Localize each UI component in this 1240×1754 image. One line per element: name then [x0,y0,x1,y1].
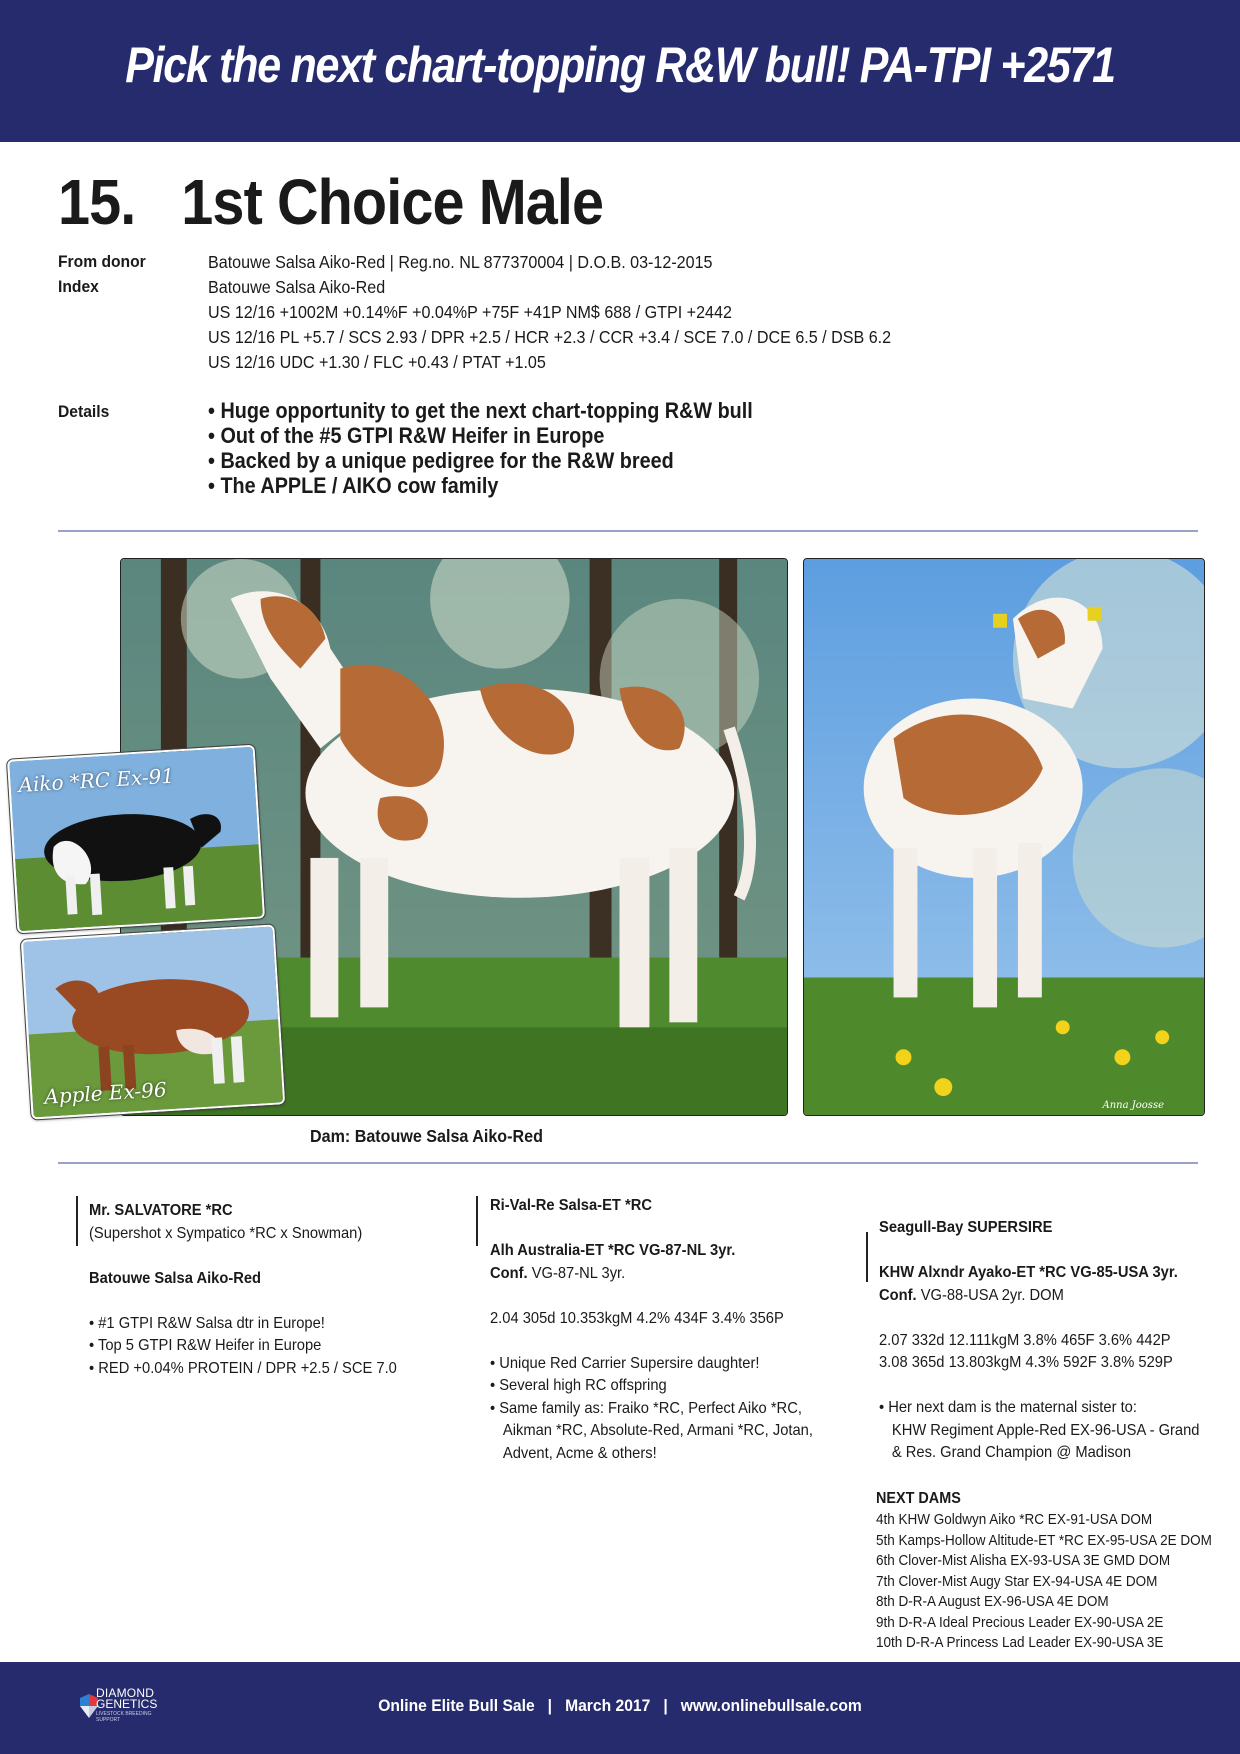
details-item: • Out of the #5 GTPI R&W Heifer in Europe [208,423,753,448]
dam-caption: Dam: Batouwe Salsa Aiko-Red [310,1126,543,1146]
from-donor-value: Batouwe Salsa Aiko-Red | Reg.no. NL 877370004 | D.O.B. 03-12-2015 [208,252,713,272]
logo-line1: DIAMOND [96,1686,155,1700]
from-donor-label: From donor [58,252,146,271]
lot-number: 15. [58,166,136,238]
pedigree-bracket [866,1232,868,1282]
calf-photo [803,558,1205,1116]
details-item: • The APPLE / AIKO cow family [208,473,753,498]
footer-sale-info: Online Elite Bull Sale | March 2017 | www.onlinebullsale.com [378,1696,862,1715]
lot-title [58,165,603,239]
inset-aiko-label: Aiko *RC Ex-91 [17,763,175,798]
granddam-name: Alh Australia-ET *RC VG-87-NL 3yr. [490,1242,736,1259]
conf-value: VG-87-NL 3yr. [531,1264,626,1282]
calf-photo-illustration [804,559,1204,1115]
granddam-production: 2.04 305d 10.353kgM 4.2% 434F 3.4% 356P [490,1309,784,1327]
pedigree-col-granddam [490,1195,813,1465]
next-dams-heading: NEXT DAMS [876,1490,961,1507]
conf-label: Conf. [879,1286,917,1304]
list-item: 4th KHW Goldwyn Aiko *RC EX-91-USA DOM [876,1511,1153,1528]
list-item: • Her next dam is the maternal sister to: [879,1397,1199,1420]
pedigree-bracket [476,1196,478,1246]
list-item: • Several high RC offspring [490,1375,813,1398]
list-item: 8th D-R-A August EX-96-USA 4E DOM [876,1593,1109,1610]
list-item-continuation: Aikman *RC, Absolute-Red, Armani *RC, Jotan, [502,1422,813,1439]
index-line-4: US 12/16 UDC +1.30 / FLC +0.43 / PTAT +1.05 [208,352,546,372]
next-dams [876,1488,1212,1654]
sire-name: Mr. SALVATORE *RC [89,1202,233,1219]
dam-name: Batouwe Salsa Aiko-Red [89,1269,262,1287]
inset-apple-label: Apple Ex-96 [43,1077,168,1109]
details-label: Details [58,402,110,421]
details-item: • Backed by a unique pedigree for the R&W breed [208,448,753,473]
maternal-grandsire: Ri-Val-Re Salsa-ET *RC [490,1197,652,1214]
production-line: 2.07 332d 12.111kgM 3.8% 465F 3.6% 442P [879,1331,1171,1349]
pedigree-bracket [76,1196,78,1246]
list-item: 6th Clover-Mist Alisha EX-93-USA 3E GMD DOM [876,1552,1171,1569]
photo-credit: Anna Joosse [1102,1100,1164,1111]
granddam-highlights [490,1353,813,1466]
list-item: • #1 GTPI R&W Salsa dtr in Europe! [89,1313,397,1336]
details-item: • Huge opportunity to get the next chart-topping R&W bull [208,398,753,423]
conf-label: Conf. [490,1264,528,1282]
list-item-continuation: Advent, Acme & others! [502,1444,657,1462]
granddam-conf [490,1263,813,1286]
divider-top [58,530,1198,532]
dam-highlights [89,1313,397,1381]
list-item: • Top 5 GTPI R&W Heifer in Europe [89,1335,397,1358]
details-list [208,398,753,498]
logo-tagline: LIVESTOCK BREEDING SUPPORT [96,1711,152,1723]
inset-aiko-photo [7,745,265,934]
pedigree-col-sire-dam [89,1200,397,1380]
list-item-continuation: & Res. Grand Champion @ Madison [891,1444,1132,1461]
divider-bottom [58,1162,1198,1164]
list-item: • Same family as: Fraiko *RC, Perfect Aiko *RC, [490,1398,813,1421]
index-line-1: Batouwe Salsa Aiko-Red [208,277,386,297]
logo-line2: GENETICS [96,1697,158,1711]
headline: Pick the next chart-topping R&W bull! PA-TPI +2571 [125,37,1115,93]
great-grandsire: Seagull-Bay SUPERSIRE [879,1219,1053,1236]
header-banner [0,0,1240,142]
list-item: • RED +0.04% PROTEIN / DPR +2.5 / SCE 7.0 [89,1358,397,1381]
list-item: 9th D-R-A Ideal Precious Leader EX-90-USA 2E [876,1613,1164,1631]
inset-apple-photo [21,924,286,1119]
list-item-continuation: KHW Regiment Apple-Red EX-96-USA - Grand [891,1421,1200,1439]
great-granddam-conf [879,1285,1199,1308]
list-item: 7th Clover-Mist Augy Star EX-94-USA 4E DOM [876,1572,1158,1590]
conf-value: VG-88-USA 2yr. DOM [920,1286,1064,1304]
index-line-2: US 12/16 +1002M +0.14%F +0.04%P +75F +41P NM$ 688 / GTPI +2442 [208,302,732,322]
production-line: 3.08 365d 13.803kgM 4.3% 592F 3.8% 529P [879,1354,1173,1371]
list-item: 10th D-R-A Princess Lad Leader EX-90-USA 3E [876,1634,1164,1651]
footer [0,1662,1240,1754]
index-line-3: US 12/16 PL +5.7 / SCS 2.93 / DPR +2.5 / HCR +2.3 / CCR +3.4 / SCE 7.0 / DCE 6.5 / DSB 6.2 [208,327,892,347]
pedigree-col-great-granddam [879,1217,1199,1465]
list-item: • Unique Red Carrier Supersire daughter! [490,1353,813,1376]
great-granddam-name: KHW Alxndr Ayako-ET *RC VG-85-USA 3yr. [879,1264,1178,1281]
index-label: Index [58,277,99,296]
lot-name: 1st Choice Male [181,166,604,238]
sire-pedigree: (Supershot x Sympatico *RC x Snowman) [89,1224,363,1242]
great-granddam-highlights [879,1397,1199,1465]
list-item: 5th Kamps-Hollow Altitude-ET *RC EX-95-USA 2E DOM [876,1531,1212,1549]
